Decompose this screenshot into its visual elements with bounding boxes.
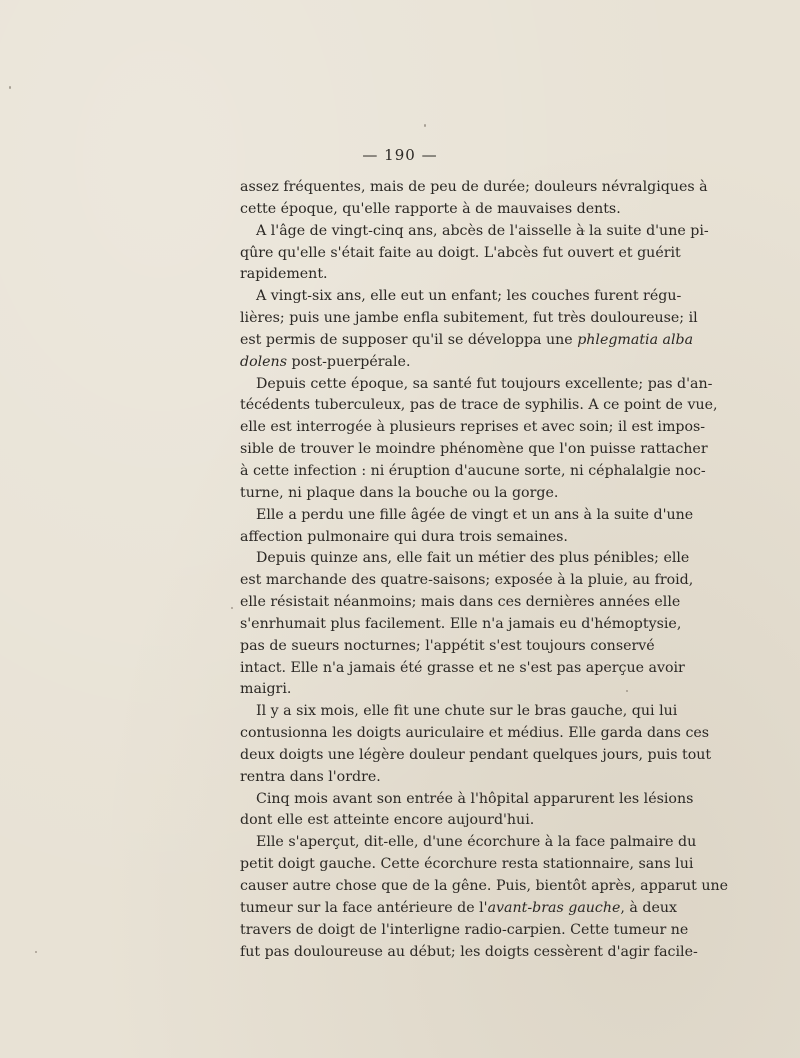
text-line: rapidement. — [240, 266, 328, 283]
text-line: técédents tuberculeux, pas de trace de syphilis. A ce point de vue, — [240, 397, 718, 414]
paper-speck — [231, 607, 233, 609]
paper-speck — [9, 86, 11, 89]
text-line: pas de sueurs nocturnes; l'appétit s'est toujours conservé — [240, 637, 655, 654]
text-line: contusionna les doigts auriculaire et médius. Elle garda dans ces — [240, 725, 710, 742]
text-line: dolens post-puerpérale. — [240, 353, 411, 370]
paper-speck — [424, 124, 426, 127]
text-line: A vingt-six ans, elle eut un enfant; les couches furent régu- — [256, 288, 682, 305]
italic-term: phlegmatia alba — [577, 331, 694, 348]
text-line: intact. Elle n'a jamais été grasse et ne s'est pas aperçue avoir — [240, 659, 685, 676]
text-line: turne, ni plaque dans la bouche ou la gorge. — [240, 484, 559, 501]
text-line: fut pas douloureuse au début; les doigts cessèrent d'agir facile- — [240, 943, 698, 960]
page-number: — 190 — — [362, 146, 438, 164]
text-line: assez fréquentes, mais de peu de durée; douleurs névralgiques à — [240, 179, 708, 195]
text-line: causer autre chose que de la gêne. Puis, bientôt après, apparut une — [240, 878, 728, 894]
text-line: Depuis cette époque, sa santé fut toujours excellente; pas d'an- — [256, 375, 713, 392]
text-line: elle résistait néanmoins; mais dans ces dernières années elle — [240, 594, 681, 611]
text-line: s'enrhumait plus facilement. Elle n'a jamais eu d'hémoptysie, — [240, 615, 682, 632]
text-line: tumeur sur la face antérieure de l'avant-bras gauche, à deux — [240, 899, 678, 916]
text-line: travers de doigt de l'interligne radio-carpien. Cette tumeur ne — [240, 921, 689, 938]
text-line: cette époque, qu'elle rapporte à de mauvaises dents. — [240, 200, 621, 217]
italic-term: dolens — [240, 353, 287, 370]
italic-term: avant-bras gauche — [487, 899, 621, 916]
body-text — [240, 177, 728, 963]
text-line: A l'âge de vingt-cinq ans, abcès de l'aisselle à la suite d'une pi- — [256, 222, 709, 239]
paper-speck — [35, 951, 37, 953]
text-line: Elle a perdu une fille âgée de vingt et un ans à la suite d'une — [256, 506, 694, 523]
text-line: maigri. — [240, 681, 292, 698]
text-line: petit doigt gauche. Cette écorchure resta stationnaire, sans lui — [240, 856, 694, 873]
text-line: rentra dans l'ordre. — [240, 768, 381, 785]
text-line: sible de trouver le moindre phénomène que l'on puisse rattacher — [240, 441, 708, 458]
text-line: dont elle est atteinte encore aujourd'hui. — [240, 812, 535, 829]
text-line: elle est interrogée à plusieurs reprises et avec soin; il est impos- — [240, 419, 706, 436]
text-line: à cette infection : ni éruption d'aucune sorte, ni céphalalgie noc- — [240, 462, 706, 479]
text-line: Cinq mois avant son entrée à l'hôpital apparurent les lésions — [256, 790, 694, 807]
text-line: deux doigts une légère douleur pendant quelques jours, puis tout — [240, 746, 712, 763]
text-line: Elle s'aperçut, dit-elle, d'une écorchure à la face palmaire du — [256, 834, 697, 851]
text-line: qûre qu'elle s'était faite au doigt. L'abcès fut ouvert et guérit — [240, 244, 681, 261]
text-line: est permis de supposer qu'il se développa une phlegmatia alba — [240, 331, 694, 348]
text-line: Depuis quinze ans, elle fait un métier des plus pénibles; elle — [256, 550, 690, 567]
text-line: affection pulmonaire qui dura trois semaines. — [240, 528, 568, 545]
text-line: Il y a six mois, elle fit une chute sur le bras gauche, qui lui — [256, 703, 678, 720]
text-line: lières; puis une jambe enfla subitement, fut très douloureuse; il — [240, 310, 698, 327]
text-line: est marchande des quatre-saisons; exposée à la pluie, au froid, — [240, 572, 694, 589]
